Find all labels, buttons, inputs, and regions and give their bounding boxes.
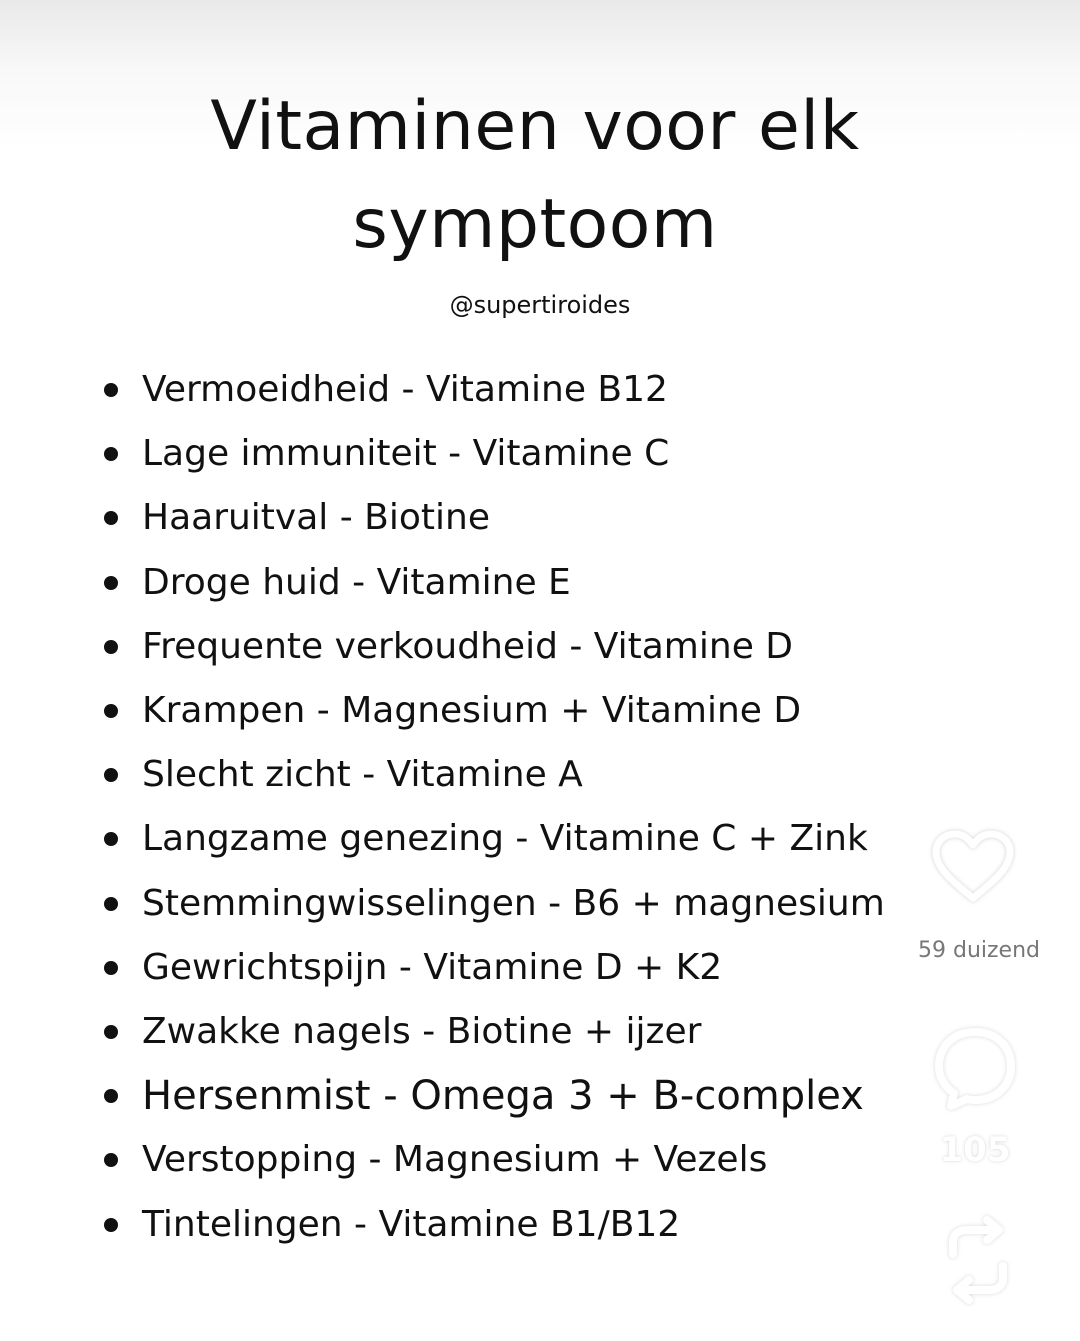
repost-button[interactable] — [930, 1212, 1026, 1308]
list-item-label: Langzame genezing - Vitamine C + Zink — [142, 818, 868, 860]
list-item — [104, 872, 885, 936]
list-item-label: Hersenmist - Omega 3 + B-complex — [142, 1073, 864, 1120]
bullet-icon — [104, 704, 118, 718]
list-item-label: Gewrichtspijn - Vitamine D + K2 — [142, 946, 723, 988]
bullet-icon — [104, 447, 118, 461]
list-item-label: Tintelingen - Vitamine B1/B12 — [142, 1203, 681, 1245]
symptom-vitamin-list — [104, 358, 885, 1257]
list-item — [104, 679, 885, 743]
bullet-icon — [104, 1089, 118, 1103]
list-item — [104, 551, 885, 615]
post-title — [0, 78, 1070, 274]
list-item-label: Haaruitval - Biotine — [142, 497, 490, 539]
list-item — [104, 615, 885, 679]
like-button[interactable] — [913, 826, 1033, 906]
list-item-label: Droge huid - Vitamine E — [142, 561, 571, 603]
list-item-label: Frequente verkoudheid - Vitamine D — [142, 625, 794, 667]
bullet-icon — [104, 1153, 118, 1167]
bullet-icon — [104, 832, 118, 846]
list-item-label: Zwakke nagels - Biotine + ijzer — [142, 1010, 702, 1052]
title-line-2: symptoom — [352, 185, 718, 264]
list-item-label: Lage immuniteit - Vitamine C — [142, 433, 670, 475]
list-item — [104, 807, 885, 871]
bullet-icon — [104, 1218, 118, 1232]
list-item-label: Stemmingwisselingen - B6 + magnesium — [142, 882, 885, 924]
list-item-label: Slecht zicht - Vitamine A — [142, 754, 583, 796]
list-item — [104, 358, 885, 422]
bullet-icon — [104, 961, 118, 975]
bullet-icon — [104, 1025, 118, 1039]
author-handle: @supertiroides — [449, 291, 631, 319]
bullet-icon — [104, 383, 118, 397]
list-item — [104, 422, 885, 486]
list-item-label: Vermoeidheid - Vitamine B12 — [142, 369, 668, 411]
title-line-1: Vitaminen voor elk — [210, 87, 860, 166]
bullet-icon — [104, 768, 118, 782]
list-item-label: Krampen - Magnesium + Vitamine D — [142, 690, 802, 732]
like-count: 59 duizend — [918, 938, 1040, 963]
comment-button[interactable] — [920, 1020, 1030, 1116]
list-item — [104, 1128, 885, 1192]
list-item — [104, 486, 885, 550]
list-item-label: Verstopping - Magnesium + Vezels — [142, 1139, 768, 1181]
bullet-icon — [104, 640, 118, 654]
list-item — [104, 1192, 885, 1256]
bullet-icon — [104, 897, 118, 911]
repost-icon — [933, 1212, 1023, 1308]
list-item — [104, 743, 885, 807]
bullet-icon — [104, 576, 118, 590]
list-item — [104, 1064, 885, 1128]
bullet-icon — [104, 511, 118, 525]
comment-bubble-icon — [927, 1020, 1023, 1116]
comment-count: 105 — [939, 1130, 1011, 1170]
heart-icon — [928, 826, 1018, 906]
list-item — [104, 1000, 885, 1064]
